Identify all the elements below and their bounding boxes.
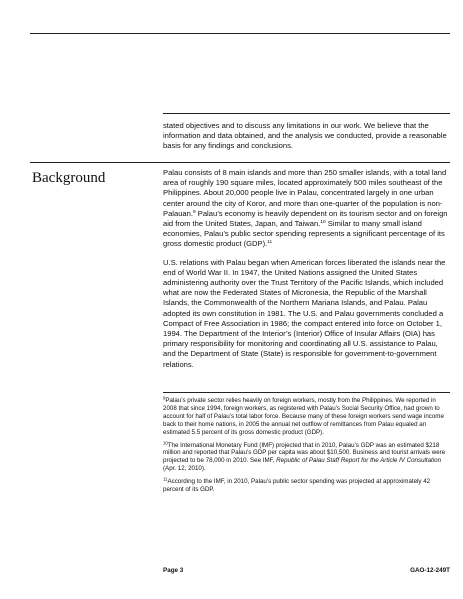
footnote-10: $^{10}$The International Monetary Fund (IMF) projected that in 2010, Palau’s GDP was an estimated $218 million and reported that Palau’s GDP per capita was about $10,500. Business and tourist arrivals were projected to be 78,000 in 2010. See IMF, Republic of Palau Staff Report for the Article IV Consultation (Apr. 12, 2010). — [163, 440, 446, 473]
footnote-ref-10[interactable]: 10 — [320, 220, 326, 226]
intro-paragraph: stated objectives and to discuss any limitations in our work. We believe that the information and data obtained, and the analysis we conducted, provide a reasonable basis for any findings and conclusions. — [163, 121, 447, 151]
footnote-ref-11[interactable]: 11 — [267, 240, 273, 246]
section-heading: Background — [32, 170, 106, 186]
footnote-9: $^9$Palau’s private sector relies heavily on foreign workers, mostly from the Philippines. We reported in 2008 that since 1994, foreign workers, as registered with Palau’s Social Security Office, had grown to account for half of Palau’s total labor force. Because many of these foreign workers send wage income back to their home nations, in 2005 the annual net outflow of remittances from Palau equaled an estimated 5.5 percent of its gross domestic product (GDP). — [163, 395, 444, 436]
top-rule — [30, 33, 450, 34]
report-title: Republic of Palau Staff Report for the Article IV Consultation — [276, 457, 442, 465]
page-number: Page 3 — [163, 567, 184, 574]
intro-divider — [163, 113, 450, 114]
footnote-rule — [163, 392, 450, 393]
background-paragraph-2: U.S. relations with Palau began when American forces liberated the islands near the end of World War II. In 1947, the United Nations assigned the United States administering authority over the Trust Territory of the Pacific Islands, which included what are now the Federated States of Micronesia, the Republic of the Marshall Islands, the Commonwealth of the Northern Mariana Islands, and Palau. Palau adopted its own constitution in 1981. The U.S. and Palau governments concluded a Compact of Free Association in 1986; the compact entered into force on October 1, 1994. The Department of the Interior’s (Interior) Office of Insular Affairs (OIA) has primary responsibility for monitoring and coordinating all U.S. assistance to Palau, and the Department of State (State) is responsible for government-to-government relations. — [163, 257, 446, 369]
footnote-ref-9[interactable]: 9 — [192, 209, 196, 215]
section-body — [163, 168, 450, 378]
footnote-11: $^{11}$According to the IMF, in 2010, Palau’s public sector spending was projected at approximately 42 percent of its GDP. — [163, 476, 431, 494]
report-number: GAO-12-249T — [410, 567, 450, 574]
section-rule — [30, 162, 450, 163]
background-paragraph-1: Palau consists of 8 main islands and more than 250 smaller islands, with a total land area of roughly 190 square miles, located approximately 500 miles southeast of the Philippines. About 20,000 people live in Palau, concentrated largely in one urban center around the city of Koror, and more than one-quarter of the population is non-Palauan.$^9$ Palau’s economy is heavily dependent on its tourism sector and on foreign aid from the United States, Japan, and Taiwan.$^{10}$ Similar to many small island economies, Palau’s public sector spending represents a significant percentage of its gross domestic product (GDP).$^{11}$ — [163, 168, 448, 249]
footnotes — [163, 397, 450, 499]
